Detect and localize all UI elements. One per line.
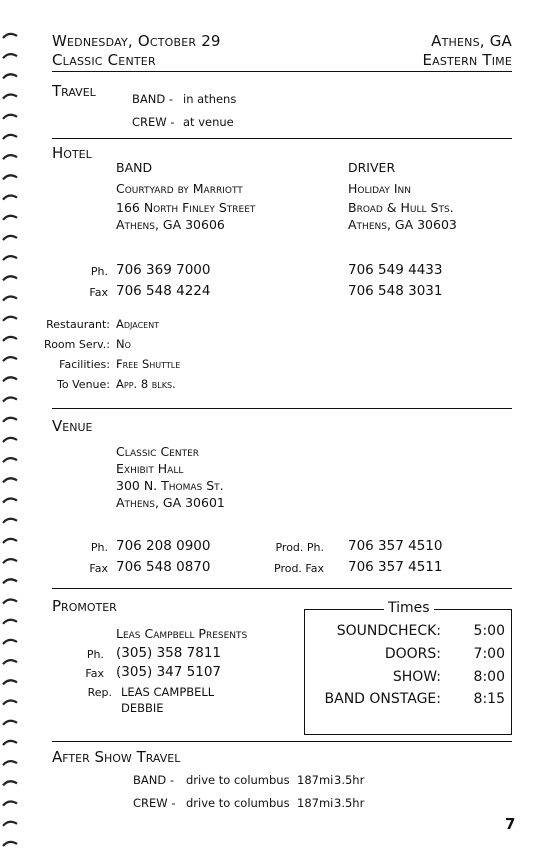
page-number: 7 — [505, 815, 516, 833]
after-band-label: BAND - — [133, 773, 175, 787]
divider — [52, 71, 512, 72]
spiral-ring — [3, 478, 17, 482]
spiral-ring — [3, 175, 17, 179]
times-value: 7:00 — [473, 646, 505, 662]
spiral-ring — [3, 458, 17, 462]
hotel-driver-fax: 706 548 3031 — [348, 283, 443, 299]
spiral-binding — [0, 0, 28, 854]
hotel-band-phone: 706 369 7000 — [116, 262, 211, 278]
venue-header-name: Classic Center — [52, 51, 156, 69]
promoter-rep-1: LEAS CAMPBELL — [121, 685, 215, 699]
hotel-title: Hotel — [52, 144, 92, 162]
hotel-fax-label: Fax — [89, 286, 108, 299]
venue-phone: 706 208 0900 — [116, 538, 211, 554]
spiral-ring — [3, 357, 17, 361]
venue-street: 300 N. Thomas St. — [116, 478, 224, 493]
hotel-band-city: Athens, GA 30606 — [116, 217, 225, 232]
times-value: 8:15 — [473, 691, 505, 707]
divider — [52, 741, 512, 742]
divider — [52, 408, 512, 409]
after-crew-value: drive to columbus — [186, 796, 290, 810]
venue-prod-fax-label: Prod. Fax — [274, 562, 324, 575]
spiral-ring — [3, 579, 17, 583]
spiral-ring — [3, 276, 17, 280]
spiral-ring — [3, 499, 17, 503]
hotel-driver-street: Broad & Hull Sts. — [348, 200, 454, 215]
venue-fax: 706 548 0870 — [116, 559, 211, 575]
travel-band-value: in athens — [183, 92, 237, 106]
venue-fax-label: Fax — [89, 562, 108, 575]
times-label: SHOW: — [392, 669, 441, 685]
spiral-ring — [3, 34, 17, 38]
detail-value: No — [116, 337, 131, 351]
hotel-driver-phone: 706 549 4433 — [348, 262, 443, 278]
times-value: 5:00 — [473, 623, 505, 639]
spiral-ring — [3, 741, 17, 745]
divider — [52, 138, 512, 139]
detail-label: To Venue: — [57, 378, 110, 391]
spiral-ring — [3, 660, 17, 664]
spiral-ring — [3, 216, 17, 220]
spiral-ring — [3, 196, 17, 200]
page-date: Wednesday, October 29 — [52, 32, 221, 50]
hotel-driver-heading: DRIVER — [348, 160, 396, 175]
travel-crew-value: at venue — [183, 115, 234, 129]
hotel-driver-name: Holiday Inn — [348, 181, 412, 196]
promoter-fax: (305) 347 5107 — [116, 664, 222, 680]
hotel-band-fax: 706 548 4224 — [116, 283, 211, 299]
after-band-value: drive to columbus — [186, 773, 290, 787]
promoter-rep-2: DEBBIE — [121, 701, 164, 715]
detail-value: Free Shuttle — [116, 357, 181, 371]
times-box — [304, 609, 512, 735]
spiral-ring — [3, 701, 17, 705]
detail-value: App. 8 blks. — [116, 377, 176, 391]
times-label: SOUNDCHECK: — [336, 623, 441, 639]
detail-value: Adjacent — [116, 317, 160, 331]
spiral-ring — [3, 721, 17, 725]
spiral-ring — [3, 559, 17, 563]
spiral-ring — [3, 155, 17, 159]
after-crew-miles: 187mi — [297, 796, 334, 810]
venue-prod-fax: 706 357 4511 — [348, 559, 443, 575]
hotel-band-name: Courtyard by Marriott — [116, 181, 243, 196]
spiral-ring — [3, 377, 17, 381]
after-crew-time: 3.5hr — [334, 796, 365, 810]
spiral-ring — [3, 781, 17, 785]
spiral-ring — [3, 438, 17, 442]
spiral-ring — [3, 600, 17, 604]
venue-hall: Exhibit Hall — [116, 461, 184, 476]
spiral-ring — [3, 620, 17, 624]
venue-city: Athens, GA 30601 — [116, 495, 225, 510]
promoter-fax-label: Fax — [85, 667, 104, 680]
after-show-title: After Show Travel — [52, 748, 181, 766]
venue-prod-ph-label: Prod. Ph. — [275, 541, 324, 554]
detail-label: Room Serv.: — [44, 338, 110, 351]
promoter-title: Promoter — [52, 597, 117, 615]
times-label: BAND ONSTAGE: — [324, 691, 441, 707]
city-header: Athens, GA — [431, 32, 512, 50]
times-value: 8:00 — [473, 669, 505, 685]
spiral-ring — [3, 761, 17, 765]
hotel-band-heading: BAND — [116, 160, 153, 175]
spiral-ring — [3, 842, 17, 846]
timezone-header: Eastern Time — [422, 51, 512, 69]
travel-title: Travel — [52, 82, 96, 100]
hotel-driver-city: Athens, GA 30603 — [348, 217, 457, 232]
venue-ph-label: Ph. — [90, 541, 108, 554]
spiral-ring — [3, 115, 17, 119]
spiral-ring — [3, 135, 17, 139]
travel-band-label: BAND - — [132, 92, 174, 106]
spiral-ring — [3, 519, 17, 523]
promoter-phone: (305) 358 7811 — [116, 645, 222, 661]
after-band-time: 3.5hr — [334, 773, 365, 787]
promoter-rep-label: Rep. — [87, 686, 112, 699]
spiral-ring — [3, 398, 17, 402]
detail-label: Facilities: — [59, 358, 110, 371]
spiral-ring — [3, 802, 17, 806]
spiral-ring — [3, 297, 17, 301]
promoter-ph-label: Ph. — [86, 648, 104, 661]
spiral-ring — [3, 317, 17, 321]
after-crew-label: CREW - — [133, 796, 176, 810]
times-title: Times — [384, 600, 434, 616]
hotel-ph-label: Ph. — [90, 265, 108, 278]
spiral-ring — [3, 418, 17, 422]
times-label: DOORS: — [384, 646, 441, 662]
spiral-ring — [3, 539, 17, 543]
spiral-ring — [3, 337, 17, 341]
spiral-ring — [3, 640, 17, 644]
divider — [52, 588, 512, 589]
spiral-ring — [3, 74, 17, 78]
hotel-band-street: 166 North Finley Street — [116, 200, 256, 215]
spiral-ring — [3, 680, 17, 684]
travel-crew-label: CREW - — [132, 115, 175, 129]
venue-prod-phone: 706 357 4510 — [348, 538, 443, 554]
promoter-name: Leas Campbell Presents — [116, 626, 248, 641]
venue-title: Venue — [52, 417, 93, 435]
spiral-ring — [3, 256, 17, 260]
spiral-ring — [3, 54, 17, 58]
venue-name: Classic Center — [116, 444, 200, 459]
spiral-ring — [3, 95, 17, 99]
spiral-ring — [3, 236, 17, 240]
detail-label: Restaurant: — [46, 318, 110, 331]
spiral-ring — [3, 822, 17, 826]
after-band-miles: 187mi — [297, 773, 334, 787]
